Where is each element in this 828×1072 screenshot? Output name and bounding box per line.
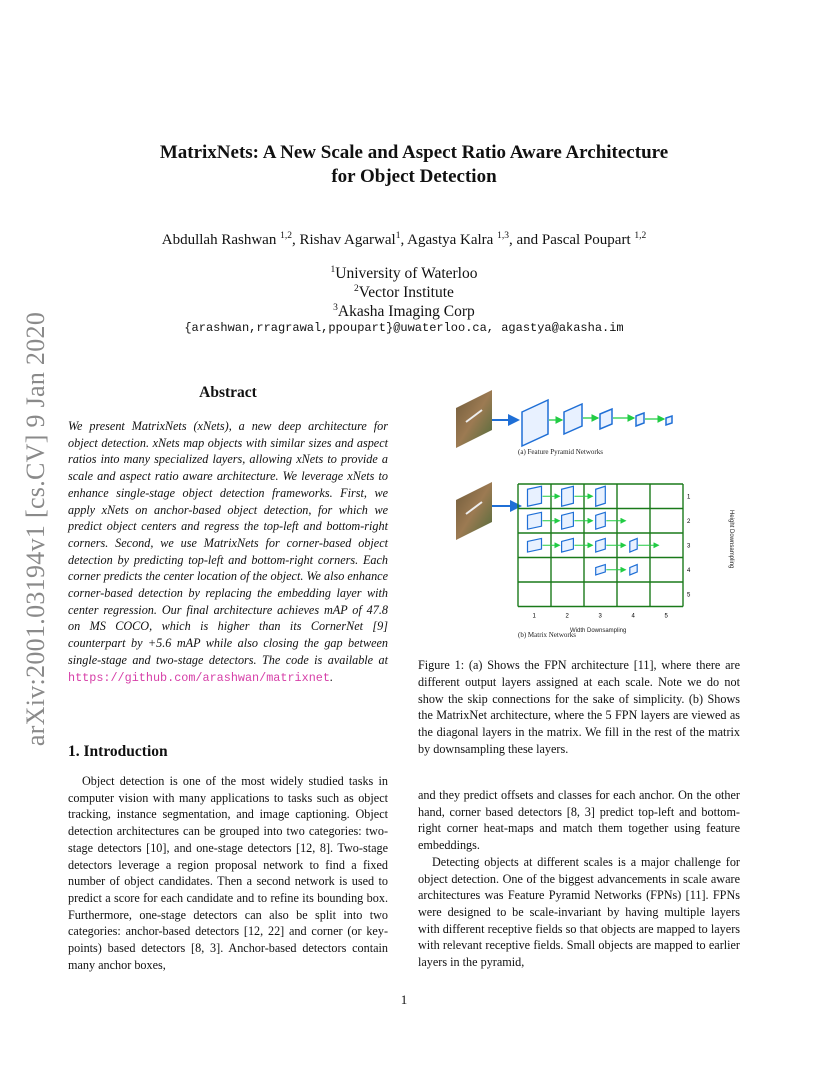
affiliations	[0, 264, 808, 321]
matrix-layer	[630, 565, 637, 575]
y-tick: 4	[687, 567, 691, 574]
y-axis-label: Height Downsampling	[728, 510, 734, 569]
abstract-text: We present MatrixNets (xNets), a new deep architecture for object detection. xNets map objects with similar sizes and aspect ratios into many specialized layers, allowing xNets to provide a scale and aspect ratio aware architecture. We leverage xNets to enhance single-stage object detection frameworks. First, we apply xNets on anchor-based object detection, for which we predict object centers and regress the top-left and bottom-right corners. Second, we use MatrixNets for corner-based object detection by predicting top-left and bottom-right corners. Each corner predicts the center location of the object. We also enhance corner-based detection by replacing the embedding layer with center regression. Our final architecture achieves mAP of 47.8 on MS COCO, which is higher than its CornerNet [9] counterpart by +5.6 mAP while also closing the gap between single-stage and two-stage detectors. The code is available at	[68, 419, 388, 667]
abstract-body: We present MatrixNets (xNets), a new deep architecture for object detection. xNets map objects with similar sizes and aspect ratios into many specialized layers, allowing xNets to provide a scale and aspect ratio aware architecture. We leverage xNets to enhance single-stage object detection frameworks. First, we apply xNets on anchor-based object detection, for which we predict object centers and regress the top-left and bottom-right corners. Second, we use MatrixNets for corner-based object detection by predicting top-left and bottom-right corners. Each corner predicts the center location of the object. We also enhance corner-based detection by replacing the embedding layer with center regression. Our final architecture achieves mAP of 47.8 on MS COCO, which is higher than its CornerNet [9] counterpart by +5.6 mAP while also closing the gap between single-stage and two-stage detectors. The code is available at https://github.com/arashwan/matrixnet.	[68, 419, 388, 685]
matrix-layer	[596, 512, 606, 529]
matrix-layers	[528, 486, 659, 575]
author-name: Rishav Agarwal	[299, 232, 396, 248]
author-name: Pascal Poupart	[541, 232, 635, 248]
matrixnet-label: (b) Matrix Networks	[518, 631, 576, 639]
matrix-layer	[630, 538, 637, 552]
input-image-a	[456, 390, 492, 448]
author-affil-sup: 1,3	[497, 231, 509, 241]
title-line-2: for Object Detection	[331, 166, 497, 187]
code-link[interactable]: https://github.com/arashwan/matrixnet	[68, 670, 330, 685]
matrix-layer	[528, 486, 542, 506]
author-name: Agastya Kalra	[407, 232, 498, 248]
fpn-layer-2	[564, 404, 582, 434]
author-affil-sup: 1,2	[280, 231, 292, 241]
matrix-layer	[562, 538, 574, 552]
matrix-layer	[528, 512, 542, 529]
affiliation: $^3$Akasha Imaging Corp	[333, 302, 475, 320]
matrix-layer	[596, 565, 606, 575]
author-name: Abdullah Rashwan	[161, 232, 281, 248]
y-tick: 1	[687, 494, 691, 501]
input-image-b	[456, 482, 492, 540]
matrix-layer	[596, 538, 606, 552]
figure-caption: Figure 1: (a) Shows the FPN architecture [11], where there are different output layers assigned at each scale. Note we do not show the skip connections for the sake of simplicity. (b) Shows the MatrixNet architecture, where the 5 FPN layers are viewed as the diagonal layers in the matrix. We fill in the rest of the matrix by downsampling these layers.	[418, 658, 740, 756]
fpn-diagram	[456, 390, 672, 456]
x-tick: 4	[631, 613, 635, 620]
x-axis-label: Width Downsampling	[570, 628, 627, 634]
arxiv-stamp: arXiv:2001.03194v1 [cs.CV] 9 Jan 2020	[21, 311, 50, 747]
x-tick: 3	[598, 613, 602, 620]
matrix-layer	[596, 486, 606, 506]
affiliation: $^2$Vector Institute	[354, 283, 454, 301]
fpn-layer-4	[636, 413, 644, 426]
page-number: 1	[400, 992, 408, 1007]
intro-paragraph: Object detection is one of the most widely studied tasks in computer vision with many applications to tasks such as object tracking, instance segmentation, and image captioning. Object detection architectures can be grouped into two categories: two-stage detectors [10], and one-stage detectors [12, 8]. Two-stage detectors leverage a region proposal network to find a fixed number of object candidates. Then a second network is used to predict a score for each candidate and to refine its bounding box. Furthermore, one-stage detectors can also be split into two categories: anchor-based detectors [12, 22] and corner (or key-points) based detectors [8, 3]. Anchor-based detectors contain many anchor boxes,	[68, 774, 388, 972]
x-tick: 1	[532, 613, 536, 620]
intro-column-right	[418, 787, 740, 971]
author-list: Abdullah Rashwan $^{1,2}$, Rishav Agarwal$^1$, Agastya Kalra $^{1,3}$, and Pascal Poupart $^{1,2}$	[161, 231, 647, 248]
fpn-layer-1	[522, 400, 548, 446]
intro-heading: 1. Introduction	[68, 743, 168, 760]
matrix-layer	[562, 486, 574, 506]
right-paragraph-1: and they predict offsets and classes for each anchor. On the other hand, corner based detectors [8, 3] predict top-left and bottom-right corner heat-maps and match them together using feature embeddings.	[418, 788, 740, 853]
affiliation: $^1$University of Waterloo	[330, 264, 478, 282]
paper-title	[0, 142, 828, 188]
y-tick: 2	[687, 518, 691, 525]
abstract-heading: Abstract	[199, 384, 257, 401]
y-tick: 5	[687, 592, 691, 599]
author-affil-sup: 1,2	[634, 231, 647, 241]
intro-column-left	[68, 773, 388, 973]
matrix-layer	[562, 512, 574, 529]
matrix-grid	[518, 484, 691, 620]
right-paragraph-2: Detecting objects at different scales is a major challenge for object detection. One of the biggest advancements in scale aware architectures was Feature Pyramid Networks (FPNs) [11]. FPNs were designed to be scale-invariant by having multiple layers with different receptive fields so that objects are mapped to layers with relevant receptive fields. Small objects are mapped to earlier layers in the pyramid,	[418, 854, 740, 970]
title-line-1: MatrixNets: A New Scale and Aspect Ratio Aware Architecture	[159, 142, 669, 163]
fpn-layer-3	[600, 409, 612, 429]
fpn-label: (a) Feature Pyramid Networks	[518, 448, 603, 456]
matrix-layer	[528, 538, 542, 552]
y-tick: 3	[687, 543, 691, 550]
x-tick: 5	[664, 613, 668, 620]
email-line: {arashwan,rragrawal,ppoupart}@uwaterloo.ca, agastya@akasha.im	[184, 321, 624, 335]
author-affil-sup: 1	[395, 231, 401, 241]
fpn-layer-5	[666, 416, 672, 425]
figure-1	[452, 380, 742, 642]
x-tick: 2	[565, 613, 569, 620]
matrixnet-diagram	[456, 482, 734, 639]
